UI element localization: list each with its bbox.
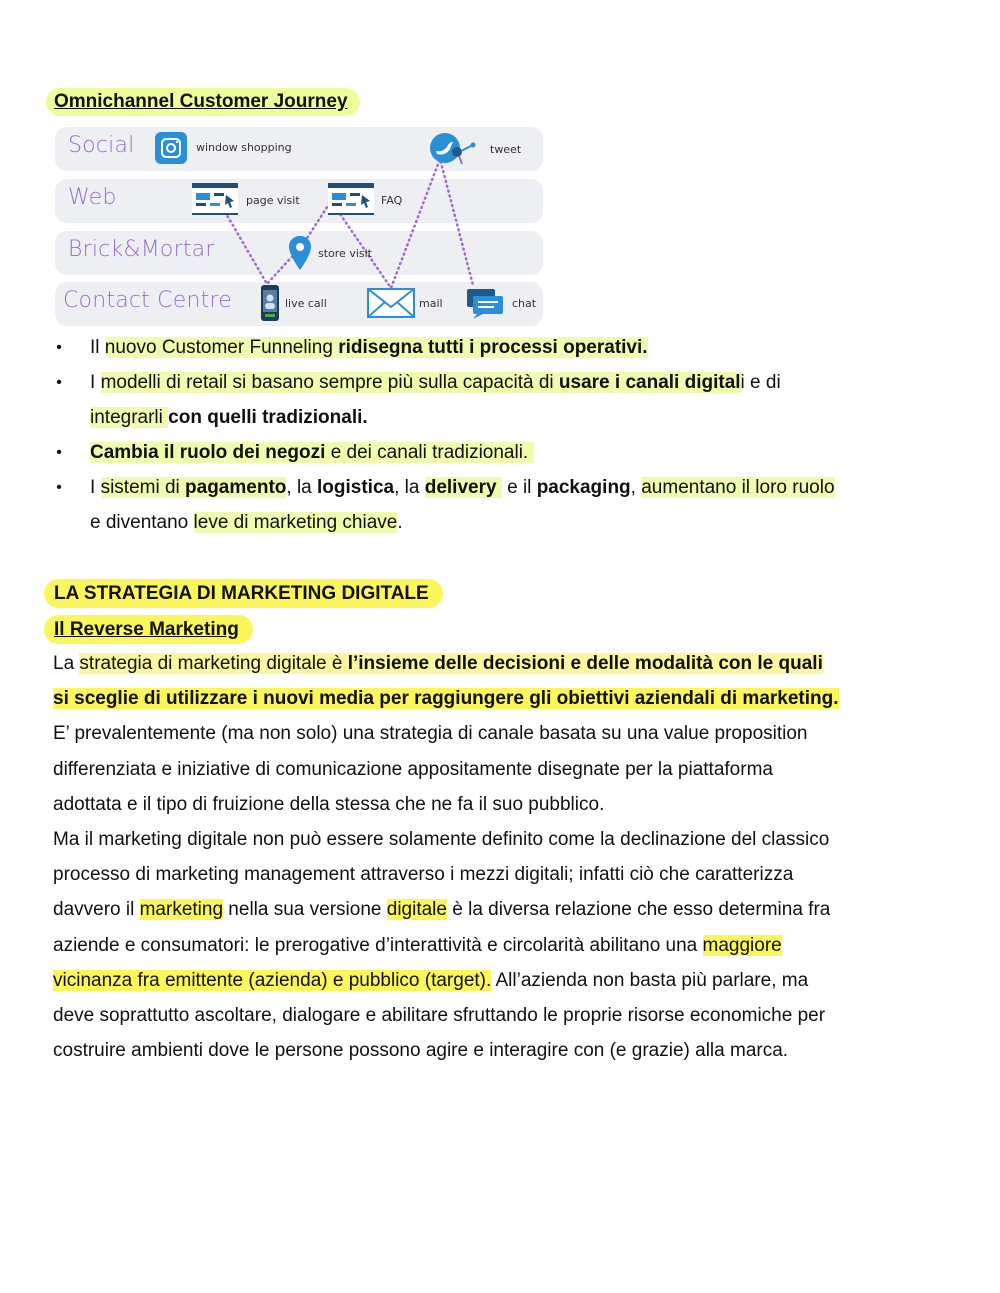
highlight-text: e dei canali tradizionali. [325,442,529,463]
list-item [52,365,952,435]
highlight-text: è [331,653,348,674]
node-label-live-call: live call [285,297,327,310]
bold-text: ridisegna tutti i processi operativi. [338,337,648,358]
section-heading-strategia: LA STRATEGIA DI MARKETING DIGITALE [44,579,443,608]
section-heading-omnichannel: Omnichannel Customer Journey [46,88,360,116]
text-line [53,892,953,927]
text-line [53,963,953,998]
text: i e di [740,372,781,393]
highlight-text: modelli di retail si basano sempre più sulla capacità di [100,372,559,393]
bold-text: packaging [536,477,631,498]
text-line: deve soprattutto ascoltare, dialogare e abilitare sfruttando le proprie risorse economiche per [53,1005,826,1027]
text-line: processo di marketing management attraverso i mezzi digitali; infatti ciò che caratterizza [53,864,794,886]
text: , la [286,477,318,498]
bold-text: delivery [424,477,497,498]
smartphone-icon [259,284,281,322]
bold-text: usare i canali digital [558,372,741,393]
mail-envelope-icon [367,287,415,319]
text: e diventano [90,512,194,533]
bold-text: Cambia il ruolo dei negozi [90,442,326,463]
text-line: Ma il marketing digitale non può essere solamente definito come la declinazione del classico [53,829,830,851]
highlight-text: marketing [139,899,224,921]
text: è la diversa relazione che esso determina fra [446,899,831,921]
text-line: costruire ambienti dove le persone possono agire e interagire con (e grazie) alla marca. [53,1040,789,1062]
bullet-marker: • [56,444,62,461]
faq-webpage-icon [328,183,374,219]
lane-label: Social [68,133,135,158]
text: nella sua versione [223,899,387,921]
text-line: differenziata e iniziative di comunicazione appositamente disegnate per la piattaforma [53,758,773,780]
bold-text: con quelli tradizionali. [168,407,368,428]
lane-label: Brick&Mortar [68,237,215,262]
text: Il [90,337,105,358]
highlight-text: strategia di marketing digitale [79,653,332,674]
highlight-text: leve di marketing chiave [193,512,398,533]
text: . [397,512,403,533]
lane-label: Web [68,185,117,210]
bullet-marker: • [56,339,62,356]
location-pin-icon [287,234,313,272]
list-item [52,435,952,470]
node-label-page-visit: page visit [246,194,300,207]
text-line: E’ prevalentemente (ma non solo) una strategia di canale basata su una value proposition [53,723,808,745]
node-label-window-shopping: window shopping [196,141,292,154]
text: All’azienda non basta più parlare, ma [491,969,809,991]
text-line [53,681,953,716]
text: davvero il [53,899,140,921]
highlight-text: integrarli [90,407,169,428]
node-label-faq: FAQ [381,194,403,207]
bullet-marker: • [56,479,62,496]
node-label-mail: mail [419,297,443,310]
subsection-heading-reverse-marketing: Il Reverse Marketing [44,615,253,644]
bold-text: pagamento [185,477,287,498]
highlight-text: aumentano il loro ruolo [641,477,835,498]
text: aziende e consumatori: le prerogative d’interattività e circolarità abilitano una [53,934,703,956]
node-label-store-visit: store visit [318,247,372,260]
list-item [52,470,952,540]
bullet-list [52,330,952,540]
list-item [52,330,952,365]
text: e il [501,477,537,498]
chat-bubbles-icon [463,287,505,319]
text: I [90,372,101,393]
bold-highlight-text: l’insieme delle decisioni e delle modalità con le quali [347,653,823,674]
instagram-icon [155,132,187,164]
node-label-chat: chat [512,297,537,310]
highlight-text: vicinanza fra emittente (azienda) e pubblico (target). [53,969,492,991]
text-line: adottata e il tipo di fruizione della stessa che ne fa il suo pubblico. [53,793,605,815]
text: , la [394,477,425,498]
bold-highlight-text: si sceglie di utilizzare i nuovi media per raggiungere gli obiettivi aziendali di marketing. [53,688,839,710]
omnichannel-journey-diagram [55,124,545,326]
text-line [53,646,953,681]
highlight-text: digitale [386,899,447,921]
lane-label: Contact Centre [63,288,232,313]
text: I [90,477,101,498]
node-label-tweet: tweet [490,143,522,156]
webpage-icon [192,183,238,219]
highlight-text: maggiore [702,934,782,956]
highlight-text: sistemi di [100,477,186,498]
text-line [53,928,953,963]
body-paragraph [53,646,953,1068]
twitter-share-icon [429,130,481,166]
bold-text: logistica [317,477,395,498]
text: , [630,477,642,498]
bullet-marker: • [56,374,62,391]
text: La [53,653,80,674]
highlight-text: nuovo Customer Funneling [104,337,339,358]
